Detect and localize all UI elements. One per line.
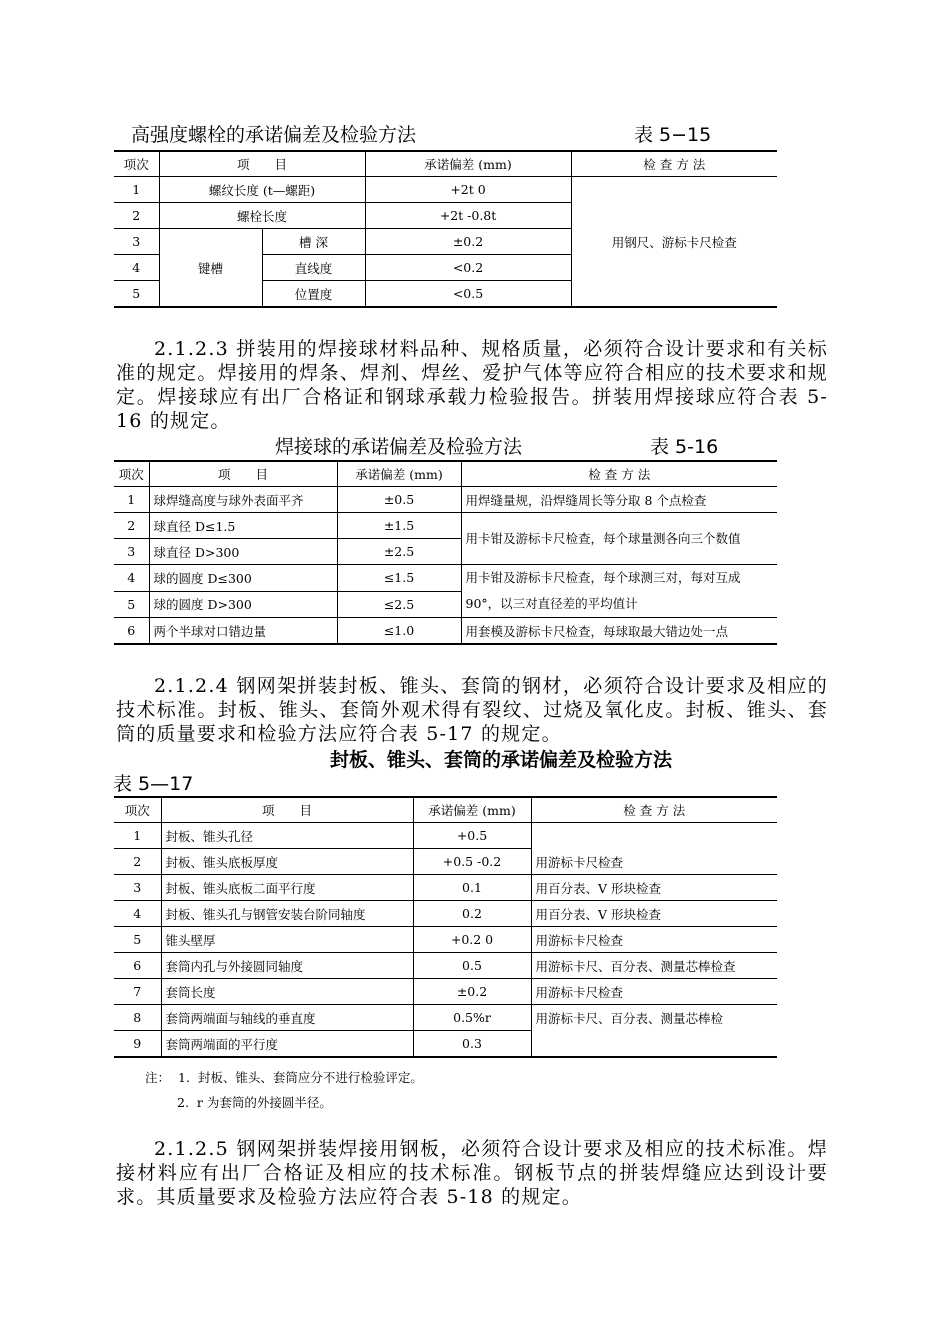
row-item: 套筒两端面与轴线的垂直度 [161, 1005, 413, 1031]
row-method: 用游标卡尺、百分表、测量芯棒检查 [531, 953, 777, 979]
table-516 [114, 460, 777, 645]
col-header-no: 项次 [114, 461, 149, 487]
paragraph-2125 [116, 1137, 828, 1209]
row-no: 1 [114, 177, 159, 203]
table-515 [114, 150, 777, 308]
col-header-dev: 承诺偏差 (mm) [337, 461, 461, 487]
row-method: 用游标卡尺、百分表、测量芯棒检 [531, 1005, 777, 1058]
col-header-dev: 承诺偏差 (mm) [365, 151, 571, 177]
row-item: 球直径 D>300 [149, 539, 337, 565]
paragraph-2124 [116, 674, 828, 746]
col-header-item: 项 目 [159, 151, 365, 177]
row-no: 1 [114, 487, 149, 513]
row-method: 用百分表、V 形块检查 [531, 901, 777, 927]
row-no: 5 [114, 281, 159, 308]
paragraph-text: 2.1.2.4 钢网架拼装封板、锥头、套筒的钢材，必须符合设计要求及相应的技术标准。封板、锥头、套筒外观术得有裂纹、过烧及氧化皮。封板、锥头、套筒的质量要求和检验方法应符合表 5-17 的规定。 [116, 675, 828, 745]
row-item: 套筒内孔与外接圆同轴度 [161, 953, 413, 979]
col-header-item: 项 目 [161, 797, 413, 823]
row-item: 封板、锥头底板二面平行度 [161, 875, 413, 901]
row-deviation: <0.5 [365, 281, 571, 308]
row-deviation: 0.5%r [413, 1005, 531, 1031]
row-deviation: 0.3 [413, 1031, 531, 1058]
row-deviation: <0.2 [365, 255, 571, 281]
table-517-number: 表 5—17 [113, 773, 194, 795]
row-method: 用卡钳及游标卡尺检查，每个球测三对，每对互成 90°，以三对直径差的平均值计 [461, 565, 777, 618]
row-no: 5 [114, 927, 161, 953]
row-method: 用游标卡尺检查 [531, 927, 777, 953]
table-517-title: 封板、锥头、套筒的承诺偏差及检验方法 [330, 749, 673, 771]
col-header-dev: 承诺偏差 (mm) [413, 797, 531, 823]
row-deviation: ≤1.5 [337, 565, 461, 592]
row-deviation: ≤2.5 [337, 591, 461, 618]
row-no: 5 [114, 591, 149, 618]
row-item: 螺栓长度 [159, 203, 365, 229]
table-row [114, 513, 777, 539]
table-516-number: 表 5-16 [650, 436, 719, 458]
table-517-note-2: 2. r 为套筒的外接圆半径。 [177, 1095, 332, 1110]
row-no: 2 [114, 513, 149, 539]
row-deviation: ±0.5 [337, 487, 461, 513]
row-group-label: 键槽 [159, 229, 262, 308]
row-no: 9 [114, 1031, 161, 1058]
row-deviation: 0.2 [413, 901, 531, 927]
paragraph-text: 2.1.2.5 钢网架拼装焊接用钢板，必须符合设计要求及相应的技术标准。焊接材料应有出厂合格证及相应的技术标准。钢板节点的拼装焊缝应达到设计要求。其质量要求及检验方法应符合表 5-18 的规定。 [116, 1138, 828, 1208]
table-516-title: 焊接球的承诺偏差及检验方法 [275, 436, 523, 458]
col-header-method: 检 查 方 法 [531, 797, 777, 823]
row-method: 用百分表、V 形块检查 [531, 875, 777, 901]
row-no: 3 [114, 875, 161, 901]
table-517 [114, 796, 777, 1058]
row-item: 球直径 D≤1.5 [149, 513, 337, 539]
row-deviation: ±2.5 [337, 539, 461, 565]
col-header-no: 项次 [114, 151, 159, 177]
row-deviation: ≤1.0 [337, 618, 461, 645]
table-517-note-1: 注： 1. 封板、锥头、套筒应分不进行检验评定。 [145, 1070, 423, 1085]
row-no: 4 [114, 255, 159, 281]
row-deviation: +2t 0 [365, 177, 571, 203]
row-item: 球焊缝高度与球外表面平齐 [149, 487, 337, 513]
table-row [114, 487, 777, 513]
table-row [114, 875, 777, 901]
row-method: 用游标卡尺检查 [531, 979, 777, 1005]
row-no: 1 [114, 823, 161, 849]
row-no: 6 [114, 953, 161, 979]
table-header-row [114, 797, 777, 823]
col-header-method: 检 查 方 法 [571, 151, 777, 177]
row-no: 6 [114, 618, 149, 645]
row-item: 锥头壁厚 [161, 927, 413, 953]
row-deviation: +0.2 0 [413, 927, 531, 953]
table-row [114, 953, 777, 979]
row-item: 封板、锥头底板厚度 [161, 849, 413, 875]
row-item: 套筒长度 [161, 979, 413, 1005]
table-515-number: 表 5−15 [634, 124, 712, 146]
row-deviation: +0.5 -0.2 [413, 849, 531, 875]
row-deviation: +0.5 [413, 823, 531, 849]
row-item: 螺纹长度 (t—螺距) [159, 177, 365, 203]
row-deviation: +2t -0.8t [365, 203, 571, 229]
row-deviation: ±0.2 [365, 229, 571, 255]
table-515-title: 高强度螺栓的承诺偏差及检验方法 [131, 124, 417, 146]
table-row [114, 618, 777, 645]
row-deviation: 0.5 [413, 953, 531, 979]
row-no: 2 [114, 203, 159, 229]
row-item: 封板、锥头孔与钢管安装台阶同轴度 [161, 901, 413, 927]
row-no: 2 [114, 849, 161, 875]
row-deviation: ±1.5 [337, 513, 461, 539]
paragraph-text: 2.1.2.3 拼装用的焊接球材料品种、规格质量，必须符合设计要求和有关标准的规定。焊接用的焊条、焊剂、焊丝、爱护气体等应符合相应的技术要求和规定。焊接球应有出厂合格证和钢球承载力检验报告。拼装用焊接球应符合表 5-16 的规定。 [116, 338, 828, 432]
table-row [114, 979, 777, 1005]
row-method: 用钢尺、游标卡尺检查 [571, 177, 777, 308]
row-method: 用游标卡尺检查 [531, 823, 777, 875]
row-subitem: 位置度 [262, 281, 365, 308]
row-item: 球的圆度 D>300 [149, 591, 337, 618]
table-row [114, 927, 777, 953]
row-no: 3 [114, 229, 159, 255]
row-no: 4 [114, 901, 161, 927]
table-row [114, 177, 777, 203]
row-item: 球的圆度 D≤300 [149, 565, 337, 592]
row-no: 4 [114, 565, 149, 592]
col-header-method: 检 查 方 法 [461, 461, 777, 487]
table-row [114, 901, 777, 927]
row-deviation: ±0.2 [413, 979, 531, 1005]
table-row [114, 1005, 777, 1031]
row-method: 用焊缝量规，沿焊缝周长等分取 8 个点检查 [461, 487, 777, 513]
row-subitem: 直线度 [262, 255, 365, 281]
table-header-row [114, 461, 777, 487]
table-header-row [114, 151, 777, 177]
table-row [114, 823, 777, 849]
row-no: 8 [114, 1005, 161, 1031]
col-header-item: 项 目 [149, 461, 337, 487]
row-item: 两个半球对口错边量 [149, 618, 337, 645]
col-header-no: 项次 [114, 797, 161, 823]
row-no: 3 [114, 539, 149, 565]
row-item: 封板、锥头孔径 [161, 823, 413, 849]
row-deviation: 0.1 [413, 875, 531, 901]
row-no: 7 [114, 979, 161, 1005]
row-method: 用套模及游标卡尺检查，每球取最大错边处一点 [461, 618, 777, 645]
paragraph-2123 [116, 337, 828, 433]
row-subitem: 槽 深 [262, 229, 365, 255]
row-method: 用卡钳及游标卡尺检查，每个球量测各向三个数值 [461, 513, 777, 565]
row-item: 套筒两端面的平行度 [161, 1031, 413, 1058]
table-row [114, 565, 777, 592]
